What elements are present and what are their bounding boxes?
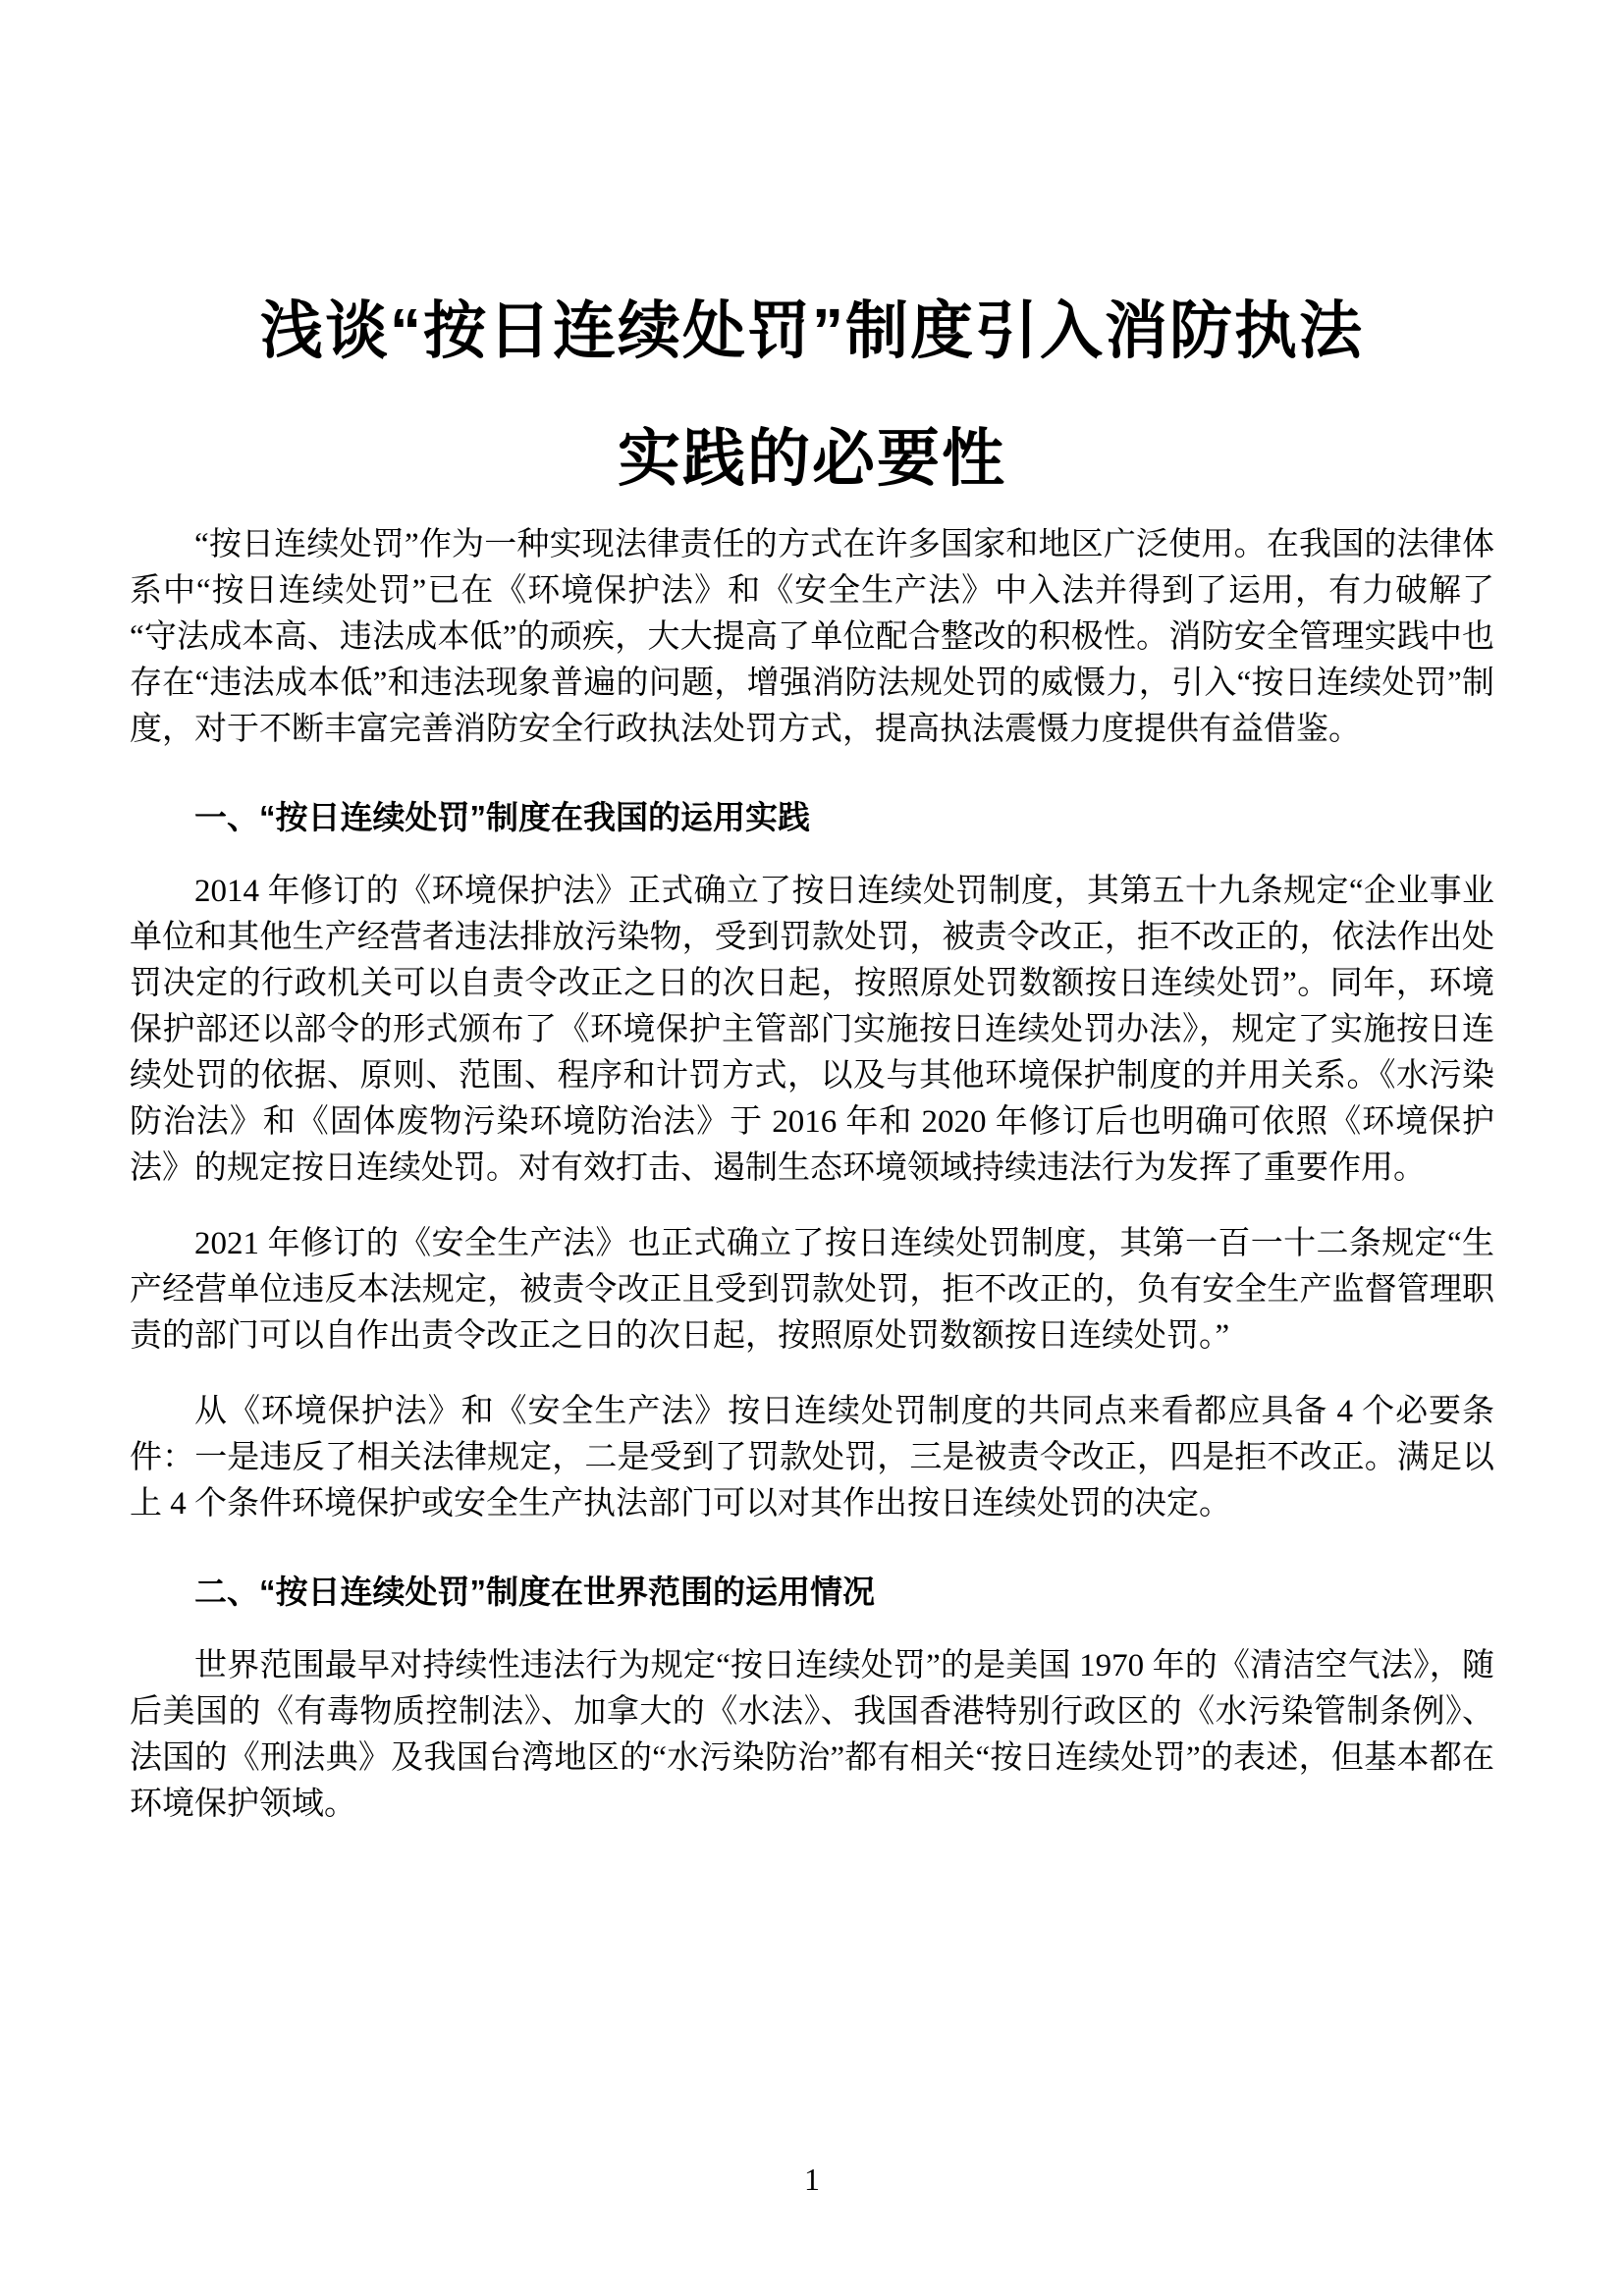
- title-line-1: 浅谈“按日连续处罚”制度引入消防执法: [260, 295, 1364, 366]
- document-title: [130, 0, 1494, 522]
- section-2-heading: 二、“按日连续处罚”制度在世界范围的运用情况: [194, 1574, 875, 1610]
- section-1-paragraph-3: 从《环境保护法》和《安全生产法》按日连续处罚制度的共同点来看都应具备 4 个必要条件：一是违反了相关法律规定，二是受到了罚款处罚，三是被责令改正，四是拒不改正。满足以上 4 个条件环境保护或安全生产执法部门可以对其作出按日连续处罚的决定。: [130, 1394, 1494, 1522]
- intro-paragraph: “按日连续处罚”作为一种实现法律责任的方式在许多国家和地区广泛使用。在我国的法律体系中“按日连续处罚”已在《环境保护法》和《安全生产法》中入法并得到了运用，有力破解了“守法成本高、违法成本低”的顽疾，大大提高了单位配合整改的积极性。消防安全管理实践中也存在“违法成本低”和违法现象普遍的问题，增强消防法规处罚的威慑力，引入“按日连续处罚”制度，对于不断丰富完善消防安全行政执法处罚方式，提高执法震慑力度提供有益借鉴。: [130, 527, 1494, 747]
- section-1-paragraph-2: 2021 年修订的《安全生产法》也正式确立了按日连续处罚制度，其第一百一十二条规定“生产经营单位违反本法规定，被责令改正且受到罚款处罚，拒不改正的，负有安全生产监督管理职责的部门可以自作出责令改正之日的次日起，按照原处罚数额按日连续处罚。”: [130, 1226, 1494, 1354]
- section-2-paragraph-1: 世界范围最早对持续性违法行为规定“按日连续处罚”的是美国 1970 年的《清洁空气法》，随后美国的《有毒物质控制法》、加拿大的《水法》、我国香港特别行政区的《水污染管制条例》、法国的《刑法典》及我国台湾地区的“水污染防治”都有相关“按日连续处罚”的表述，但基本都在环境保护领域。: [130, 1648, 1494, 1822]
- title-line-2: 实践的必要性: [618, 423, 1006, 494]
- page-number: 1: [804, 2162, 820, 2197]
- section-1-paragraph-1: 2014 年修订的《环境保护法》正式确立了按日连续处罚制度，其第五十九条规定“企业事业单位和其他生产经营者违法排放污染物，受到罚款处罚，被责令改正，拒不改正的，依法作出处罚决定的行政机关可以自责令改正之日的次日起，按照原处罚数额按日连续处罚”。同年，环境保护部还以部令的形式颁布了《环境保护主管部门实施按日连续处罚办法》，规定了实施按日连续处罚的依据、原则、范围、程序和计罚方式，以及与其他环境保护制度的并用关系。《水污染防治法》和《固体废物污染环境防治法》于 2016 年和 2020 年修订后也明确可依照《环境保护法》的规定按日连续处罚。对有效打击、遏制生态环境领域持续违法行为发挥了重要作用。: [130, 874, 1494, 1186]
- section-1-heading: 一、“按日连续处罚”制度在我国的运用实践: [194, 799, 810, 835]
